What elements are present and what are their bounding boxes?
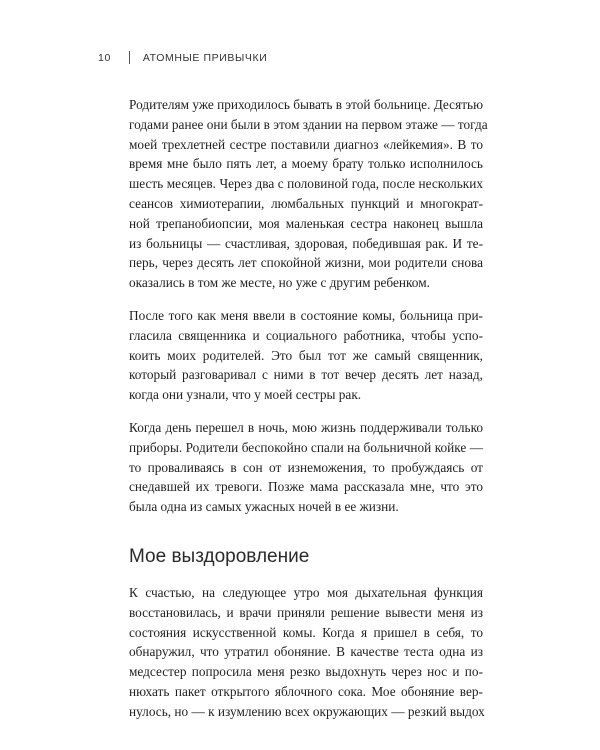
paragraph-1 (129, 95, 488, 293)
text-line: коить моих родителей. Это был тот же самый священник, (129, 347, 483, 363)
section-heading: Мое выздоровление (129, 545, 310, 567)
paragraph-2 (129, 306, 483, 405)
text-line: нулось, но — к изумлению всех окружающих — резкий выдох (129, 703, 485, 719)
text-line: перь, через десять лет спокойной жизни, мои родители снова (129, 255, 483, 271)
text-line: снедавшей их тревоги. Позже мама рассказала мне, что это (129, 479, 483, 495)
text-line: моей трехлетней сестре поставили диагноз «лейкемия». В то (129, 136, 483, 152)
text-line: когда они узнали, что у моей сестры рак. (129, 387, 362, 403)
page-body (129, 95, 488, 735)
paragraph-3 (129, 418, 483, 517)
text-line: К счастью, на следующее утро моя дыхательная функция (129, 584, 483, 600)
text-line: нюхать пакет открытого яблочного сока. Мое обоняние вер- (129, 683, 483, 699)
text-line: После того как меня ввели в состояние комы, больница при- (129, 307, 483, 323)
book-title: АТОМНЫЕ ПРИВЫЧКИ (142, 51, 268, 64)
text-line: из больницы — счастливая, здоровая, победившая рак. И те- (129, 235, 483, 251)
text-line: была одна из самых ужасных ночей в ее жизни. (129, 499, 399, 515)
text-line: приборы. Родители беспокойно спали на больничной койке — (129, 439, 483, 455)
text-line: обнаружил, что утратил обоняние. В качестве теста одна из (129, 644, 483, 660)
text-line: Когда день перешел в ночь, мою жизнь поддерживали только (129, 419, 483, 435)
text-line: состояния искусственной комы. Когда я пришел в себя, то (129, 624, 483, 640)
text-line: который разговаривал с ними в тот вечер десять лет назад, (129, 367, 483, 383)
text-line: время мне было пять лет, а моему брату только исполнилось (129, 156, 483, 172)
header-separator (129, 51, 130, 64)
text-line: восстановилась, и врачи приняли решение вывести меня из (129, 604, 483, 620)
text-line: оказались в том же месте, но уже с другим ребенком. (129, 275, 430, 291)
running-head (98, 51, 267, 64)
text-line: ной трепанобиопсии, моя маленькая сестра наконец вышла (129, 215, 483, 231)
text-line: Родителям уже приходилось бывать в этой больнице. Десятью (129, 97, 483, 112)
text-line: гласила священника и социального работника, чтобы успо- (129, 327, 483, 343)
section-paragraph (129, 583, 483, 722)
text-line: медсестер попросила меня резко выдохнуть через нос и по- (129, 664, 483, 680)
text-line: шесть месяцев. Через два с половиной года, после нескольких (129, 176, 483, 192)
text-line: сеансов химиотерапии, люмбальных пункций и многократ- (129, 195, 483, 211)
page-number: 10 (98, 51, 111, 64)
text-line: годами ранее они были в этом здании на первом этаже — тогда (129, 116, 488, 132)
text-line: то проваливаясь в сон от изнеможения, то пробуждаясь от (129, 459, 483, 475)
